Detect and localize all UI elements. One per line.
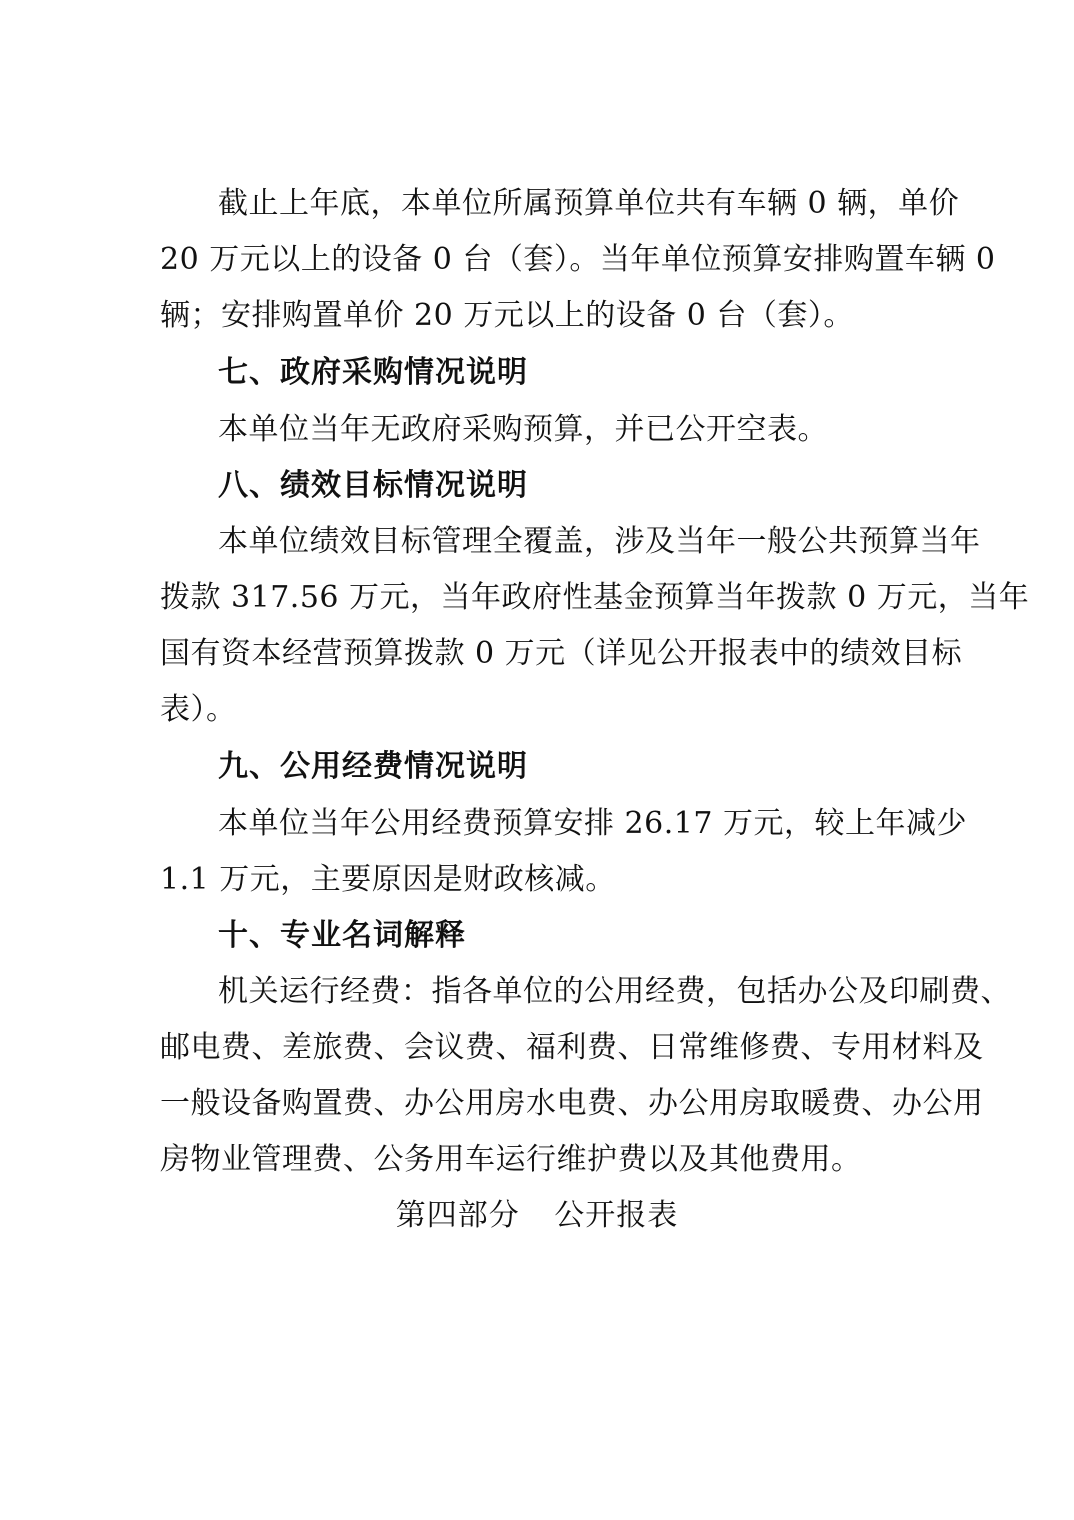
section-10-line-4: 房物业管理费、公务用车运行维护费以及其他费用。 (160, 1142, 862, 1177)
section-8-heading: 八、绩效目标情况说明 (218, 468, 528, 503)
section-10-heading: 十、专业名词解释 (218, 918, 466, 953)
section-10-line-3: 一般设备购置费、办公用房水电费、办公用房取暖费、办公用 (160, 1086, 984, 1121)
section-9-line-1: 本单位当年公用经费预算安排 26.17 万元，较上年减少 (218, 806, 967, 841)
section-8-line-1: 本单位绩效目标管理全覆盖，涉及当年一般公共预算当年 (218, 524, 981, 559)
section-10-line-2: 邮电费、差旅费、会议费、福利费、日常维修费、专用材料及 (160, 1030, 984, 1065)
vehicles-paragraph-line-3: 辆；安排购置单价 20 万元以上的设备 0 台（套）。 (160, 298, 854, 333)
vehicles-paragraph-line-1: 截止上年底，本单位所属预算单位共有车辆 0 辆，单价 (218, 186, 960, 221)
section-7-heading: 七、政府采购情况说明 (218, 355, 528, 390)
section-7-line-1: 本单位当年无政府采购预算，并已公开空表。 (218, 412, 828, 447)
section-9-heading: 九、公用经费情况说明 (218, 749, 528, 784)
vehicles-paragraph-line-2: 20 万元以上的设备 0 台（套）。当年单位预算安排购置车辆 0 (160, 242, 996, 277)
section-8-line-4: 表）。 (160, 692, 237, 727)
section-9-line-2: 1.1 万元，主要原因是财政核减。 (160, 862, 616, 897)
section-8-line-3: 国有资本经营预算拨款 0 万元（详见公开报表中的绩效目标 (160, 636, 963, 671)
part-4-title: 第四部分 公开报表 (395, 1198, 679, 1233)
section-10-line-1: 机关运行经费：指各单位的公用经费，包括办公及印刷费、 (218, 974, 1011, 1009)
section-8-line-2: 拨款 317.56 万元，当年政府性基金预算当年拨款 0 万元，当年 (160, 580, 1030, 615)
